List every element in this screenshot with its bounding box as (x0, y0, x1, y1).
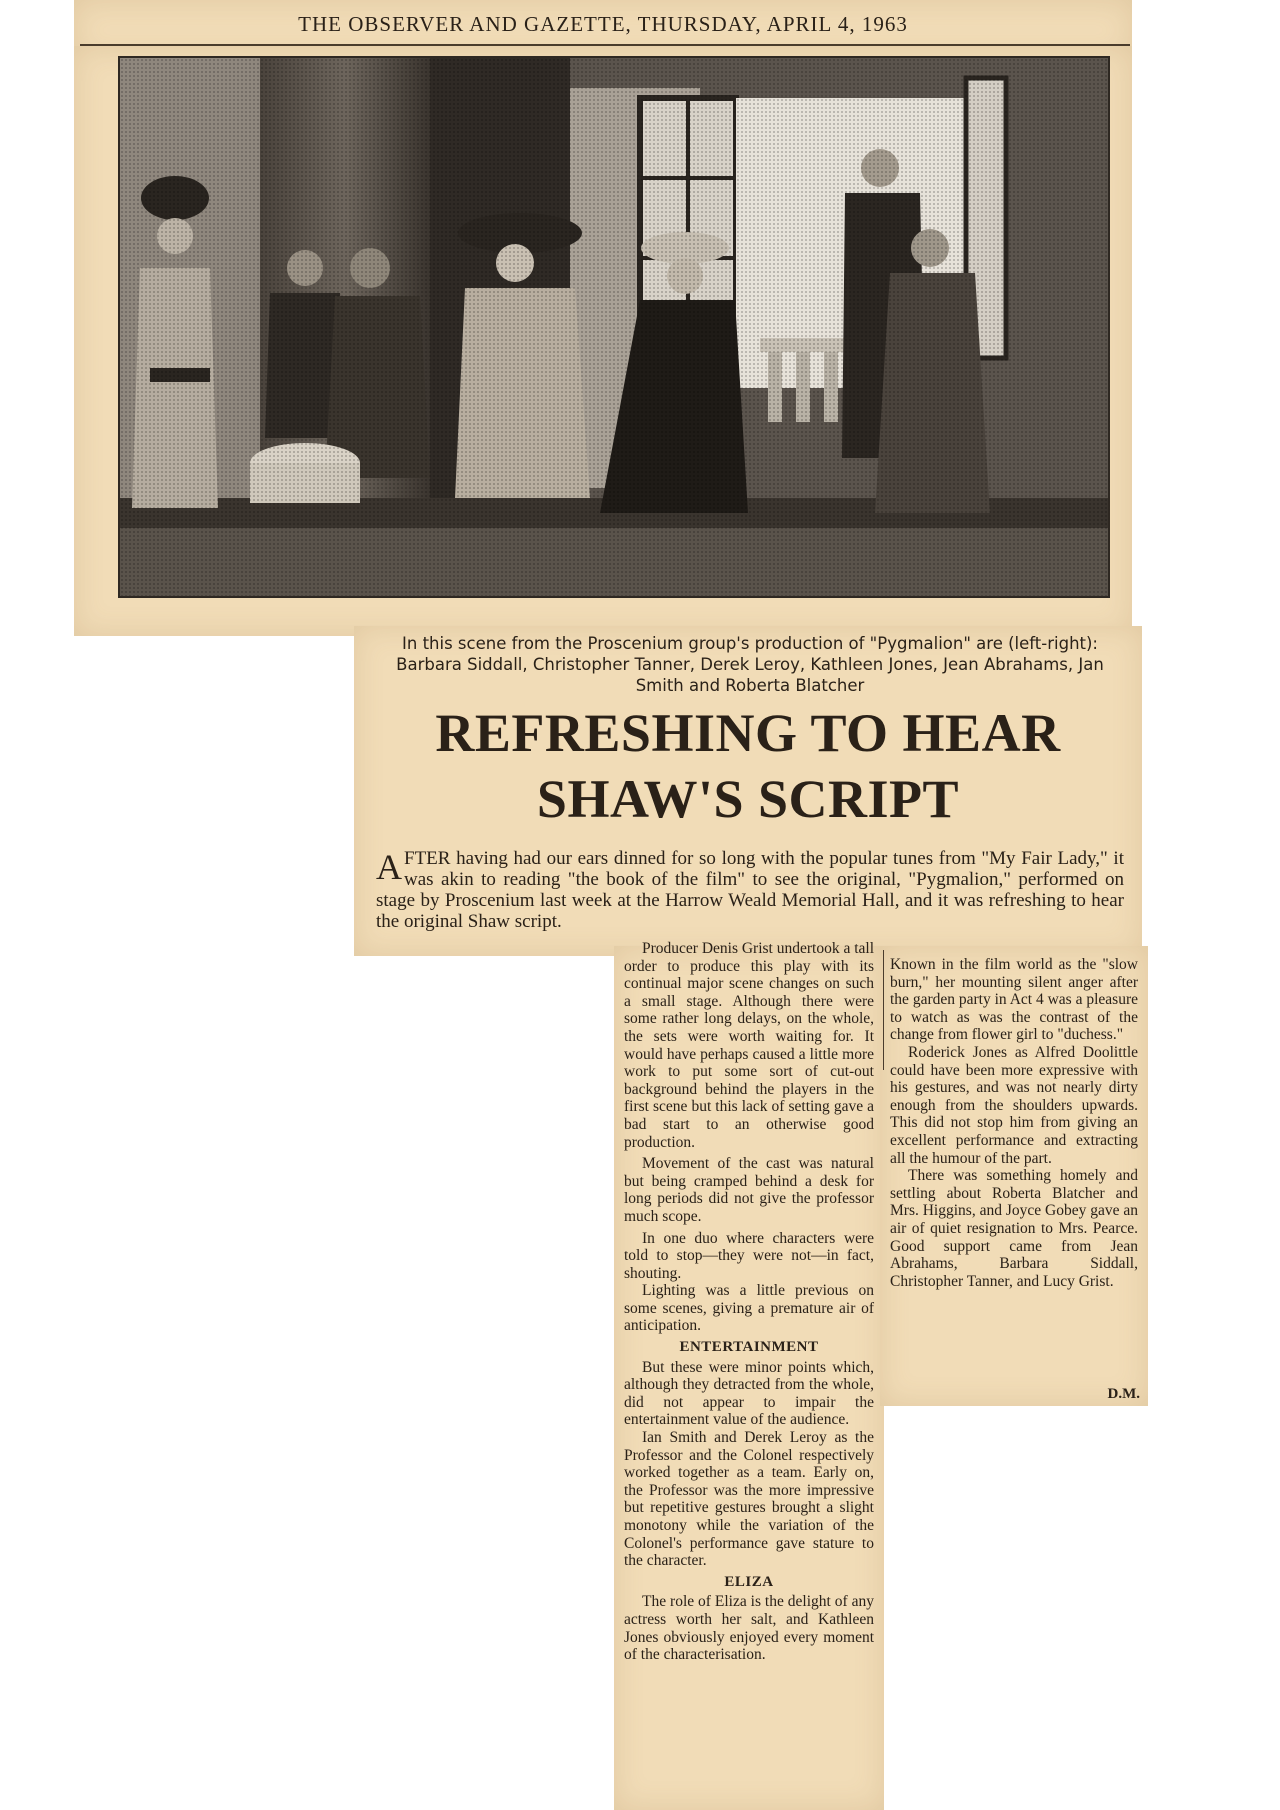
subheading-eliza: ELIZA (724, 1573, 774, 1590)
headline (360, 700, 1136, 832)
article-column-1 (624, 940, 874, 1664)
stage-photograph (118, 56, 1110, 598)
lead-paragraph (376, 848, 1124, 932)
paragraph: Roderick Jones as Alfred Doolittle could have been more expressive with his gestures, and was not nearly dirty enough from the shoulders upwards. This did not stop him from giving an excellent performance and extracting all the humour of the part. (890, 1043, 1138, 1167)
paragraph: Producer Denis Grist undertook a tall order to produce this play with its continual major scene changes on such a small stage. Although there were some rather long delays, on the whole, the sets were worth waiting for. It would have perhaps caused a little more work to put some sort of cut-out background behind the players in the first scene but this lack of setting gave a bad start to an otherwise good production. (624, 940, 875, 1151)
column-rule (883, 950, 884, 1070)
paragraph: The role of Eliza is the delight of any actress worth her salt, and Kathleen Jones obviously enjoyed every moment of the characterisation. (624, 1593, 874, 1664)
masthead-rule (80, 44, 1130, 46)
paragraph: Known in the film world as the "slow burn," her mounting silent anger after the garden party in Act 4 was a pleasure to watch as was the contrast of the change from flower girl to "duchess." (890, 956, 1138, 1044)
paragraph: Lighting was a little previous on some scenes, giving a premature air of anticipation. (624, 1282, 874, 1335)
drop-cap: A (376, 847, 402, 887)
headline-line-2: SHAW'S SCRIPT (536, 769, 960, 829)
paragraph: In one duo where characters were told to stop—they were not—in fact, shouting. (624, 1229, 874, 1282)
photo-caption: In this scene from the Proscenium group's production of "Pygmalion" are (left-right): Barbara Siddall, Christopher Tanner, Derek Leroy, Kathleen Jones, Jean Abrahams, Jan Smith and Roberta Blatcher (396, 634, 1104, 695)
masthead: THE OBSERVER AND GAZETTE, THURSDAY, APRIL 4, 1963 (298, 12, 908, 36)
paragraph: Movement of the cast was natural but being cramped behind a desk for long periods did not give the professor much scope. (624, 1155, 874, 1225)
author-initials: D.M. (1107, 1386, 1140, 1402)
subheading-entertainment: ENTERTAINMENT (679, 1339, 819, 1356)
headline-line-1: REFRESHING TO HEAR (435, 703, 1061, 763)
paragraph: Ian Smith and Derek Leroy as the Professor and the Colonel respectively worked together as a team. Early on, the Professor was the more impressive but repetitive gestures brought a slight monotony while the variation of the Colonel's performance gave stature to the character. (624, 1429, 874, 1570)
lead-text: FTER having had our ears dinned for so long with the popular tunes from "My Fair Lady," it was akin to reading "the book of the film" to see the original, "Pygmalion," performed on stage by Proscenium last week at the Harrow Weald Memorial Hall, and it was refreshing to hear the original Shaw script. (376, 848, 1124, 932)
paragraph: There was something homely and settling about Roberta Blatcher and Mrs. Higgins, and Joyce Gobey gave an air of quiet resignation to Mrs. Pearce. Good support came from Jean Abrahams, Barbara Siddall, Christopher Tanner, and Lucy Grist. (890, 1167, 1138, 1290)
article-column-2 (890, 956, 1138, 1290)
paragraph: But these were minor points which, although they detracted from the whole, did not appear to impair the entertainment value of the audience. (624, 1358, 874, 1429)
